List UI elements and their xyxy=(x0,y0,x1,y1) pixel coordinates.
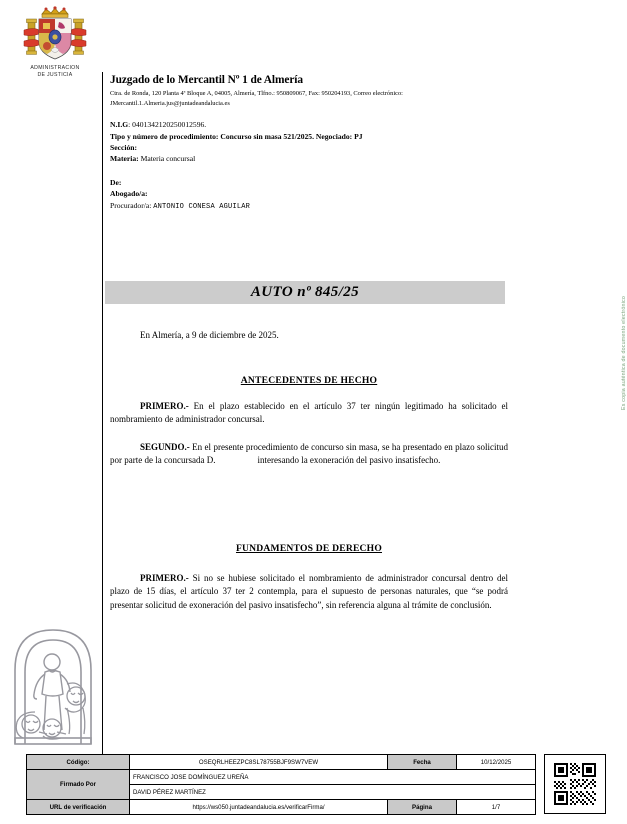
firmante-2: DAVID PÉREZ MARTÍNEZ xyxy=(130,785,536,800)
procedure-type-line xyxy=(110,131,508,142)
emblem-caption-line1: ADMINISTRACION xyxy=(30,65,80,71)
auto-title: AUTO nº 845/25 xyxy=(250,284,360,300)
coat-of-arms-icon xyxy=(20,6,90,64)
emblem-caption xyxy=(14,65,96,79)
url-value[interactable]: https://ws050.juntadeandalucia.es/verificarFirma/ xyxy=(130,800,388,815)
procedure-metadata xyxy=(110,119,508,212)
procurador-value: ANTONIO CONESA AGUILAR xyxy=(153,202,251,211)
table-row-firmante-1 xyxy=(27,770,536,785)
codigo-value: OSEQRLHEEZPC8SL78755BJF9SW7VEW xyxy=(130,755,388,770)
materia-label: Materia: xyxy=(110,154,139,164)
fundamentos-heading: FUNDAMENTOS DE DERECHO xyxy=(235,543,382,554)
antecedentes-segundo xyxy=(110,441,508,468)
nig-value: : 0401342120250012596. xyxy=(128,120,207,130)
antecedentes-primero xyxy=(110,400,508,427)
procedure-type-value: Concurso sin masa 521/2025. Negociado: PJ xyxy=(218,131,363,141)
codigo-label: Código: xyxy=(27,755,130,770)
firmado-por-label: Firmado Por xyxy=(27,770,130,800)
fecha-label: Fecha xyxy=(388,755,457,770)
url-label: URL de verificación xyxy=(27,800,130,815)
court-address: Ctra. de Ronda, 120 Planta 4ª Bloque A, 04005, Almería, Tlfno.: 950809067, Fax: 950204193, Correo electrónico: xyxy=(110,90,403,97)
justice-figure-icon xyxy=(5,612,101,752)
procurador-label: Procurador/a: xyxy=(110,200,152,210)
qr-code-box xyxy=(544,754,606,814)
fundamentos-primero xyxy=(110,572,508,612)
table-row-url xyxy=(27,800,536,815)
antecedentes-segundo-label: SEGUNDO.- xyxy=(140,441,190,452)
abogado-line xyxy=(110,188,508,199)
justice-watermark xyxy=(5,612,101,757)
nig-line xyxy=(110,119,508,130)
de-label: De: xyxy=(110,177,122,187)
de-line xyxy=(110,177,508,188)
materia-value: Materia concursal xyxy=(138,154,196,164)
court-email: JMercantil.1.Almeria.jus@juntadeandalucia.es xyxy=(110,99,230,107)
procedure-type-label: Tipo y número de procedimiento: xyxy=(110,131,219,141)
antecedentes-heading: ANTECEDENTES DE HECHO xyxy=(240,375,378,386)
pagina-label: Página xyxy=(388,800,457,815)
vertical-divider-rule xyxy=(102,72,103,760)
seccion-label: Sección: xyxy=(110,143,137,152)
firmante-1: FRANCISCO JOSE DOMÍNGUEZ UREÑA xyxy=(130,770,536,785)
auto-title-band xyxy=(105,281,505,304)
antecedentes-primero-label: PRIMERO.- xyxy=(140,401,189,411)
pagina-value: 1/7 xyxy=(457,800,536,815)
qr-code-icon xyxy=(554,763,596,805)
emblem-caption-line2: DE JUSTICIA xyxy=(37,72,73,79)
parties-block xyxy=(110,177,508,212)
nig-label: N.I.G xyxy=(110,120,129,130)
antecedentes-primero-text: En el plazo establecido en el artículo 37 ter ningún legitimado ha solicitado el nombramiento de administrador concursal. xyxy=(110,401,508,425)
antecedentes-section xyxy=(110,375,508,478)
fundamentos-primero-label: PRIMERO.- xyxy=(140,573,189,583)
antecedentes-segundo-text-b: interesando la exoneración del pasivo insatisfecho. xyxy=(257,454,441,465)
materia-line xyxy=(110,153,508,164)
procurador-line xyxy=(110,200,508,213)
spain-coat-of-arms xyxy=(14,6,96,79)
seccion-line xyxy=(110,142,508,153)
fundamentos-section xyxy=(110,543,508,623)
authenticity-vertical-text: Es copia auténtica de documento electrónico xyxy=(621,296,627,411)
verification-table xyxy=(26,754,536,815)
fundamentos-primero-text: Si no se hubiese solicitado el nombramiento de administrador concursal dentro del plazo de 15 días, el artículo 37 ter 2 contempla, para el supuesto de personas naturales, que “se podrá presentar solicitud de exoneración del pasivo insatisfecho”, sin referencia alguna al trámite de conclusión. xyxy=(110,573,508,610)
place-and-date: En Almería, a 9 de diciembre de 2025. xyxy=(140,330,279,340)
court-title: Juzgado de lo Mercantil Nº 1 de Almería xyxy=(110,74,303,86)
fecha-value: 10/12/2025 xyxy=(457,755,536,770)
antecedentes-segundo-text-a: En el presente procedimiento de concurso sin masa, se ha presentado en plazo solicitud por parte de la concursada D. xyxy=(110,441,508,465)
abogado-label: Abogado/a: xyxy=(110,189,148,199)
header-block xyxy=(110,74,508,212)
table-row-codigo xyxy=(27,755,536,770)
